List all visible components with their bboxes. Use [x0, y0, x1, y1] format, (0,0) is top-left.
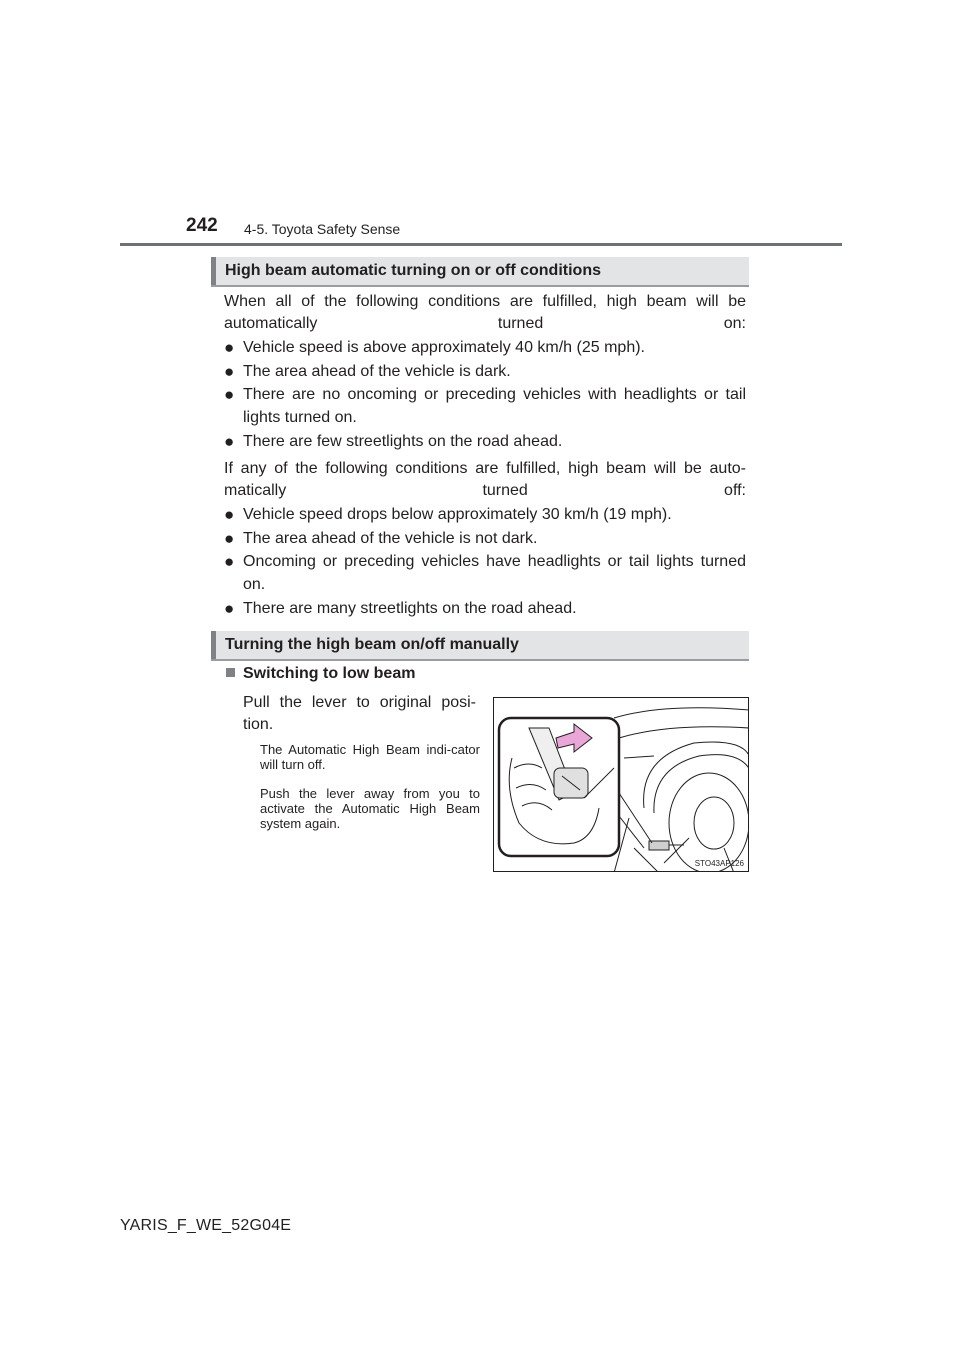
- bullet-icon: ●: [224, 362, 235, 381]
- figure-code: STO43AP126: [694, 859, 744, 868]
- off-condition-4: ● There are many streetlights on the road ahead.: [224, 599, 577, 618]
- on-condition-2: ● The area ahead of the vehicle is dark.: [224, 362, 511, 381]
- heading-label: High beam automatic turning on or off conditions: [225, 262, 601, 279]
- bullet-icon: ●: [224, 385, 235, 404]
- heading-marker: [211, 257, 216, 285]
- note-reactivate: Push the lever away from you to activate the Automatic High Beam system again.: [260, 786, 480, 831]
- section-title: 4-5. Toyota Safety Sense: [244, 221, 401, 237]
- instruction-text: Pull the lever to original posi-tion.: [243, 694, 476, 733]
- intro-off-paragraph: If any of the following conditions are fulfilled, high beam will be auto-matically turned off:: [224, 460, 746, 499]
- footer-doc-code: YARIS_F_WE_52G04E: [120, 1217, 292, 1234]
- bullet-icon: ●: [224, 338, 235, 357]
- bullet-icon: ●: [224, 552, 235, 571]
- note-indicator-off: The Automatic High Beam indi-cator will turn off.: [260, 742, 480, 772]
- heading-label: Turning the high beam on/off manually: [225, 636, 519, 653]
- on-condition-3: ● There are no oncoming or preceding vehicles with headlights or tail lights turned on.: [224, 385, 746, 426]
- heading-manual: [211, 631, 749, 661]
- header-rule: [120, 243, 842, 246]
- on-condition-1: ● Vehicle speed is above approximately 40 km/h (25 mph).: [224, 338, 645, 357]
- lever-illustration: [493, 697, 749, 872]
- off-condition-3: ● Oncoming or preceding vehicles have headlights or tail lights turned on.: [224, 552, 746, 593]
- subheading-low-beam: Switching to low beam: [226, 665, 415, 683]
- bullet-icon: ●: [224, 505, 235, 524]
- steering-lever-drawing: [494, 698, 749, 872]
- off-condition-2: ● The area ahead of the vehicle is not dark.: [224, 529, 538, 548]
- bullet-icon: ●: [224, 599, 235, 618]
- page-number: 242: [186, 215, 218, 236]
- on-condition-4: ● There are few streetlights on the road ahead.: [224, 432, 563, 451]
- heading-marker: [211, 631, 216, 659]
- bullet-icon: ●: [224, 529, 235, 548]
- square-marker-icon: [226, 668, 235, 677]
- intro-on-paragraph: When all of the following conditions are fulfilled, high beam will be automatically turned on:: [224, 293, 746, 332]
- bullet-icon: ●: [224, 432, 235, 451]
- off-condition-1: ● Vehicle speed drops below approximately 30 km/h (19 mph).: [224, 505, 672, 524]
- heading-auto-conditions: [211, 257, 749, 287]
